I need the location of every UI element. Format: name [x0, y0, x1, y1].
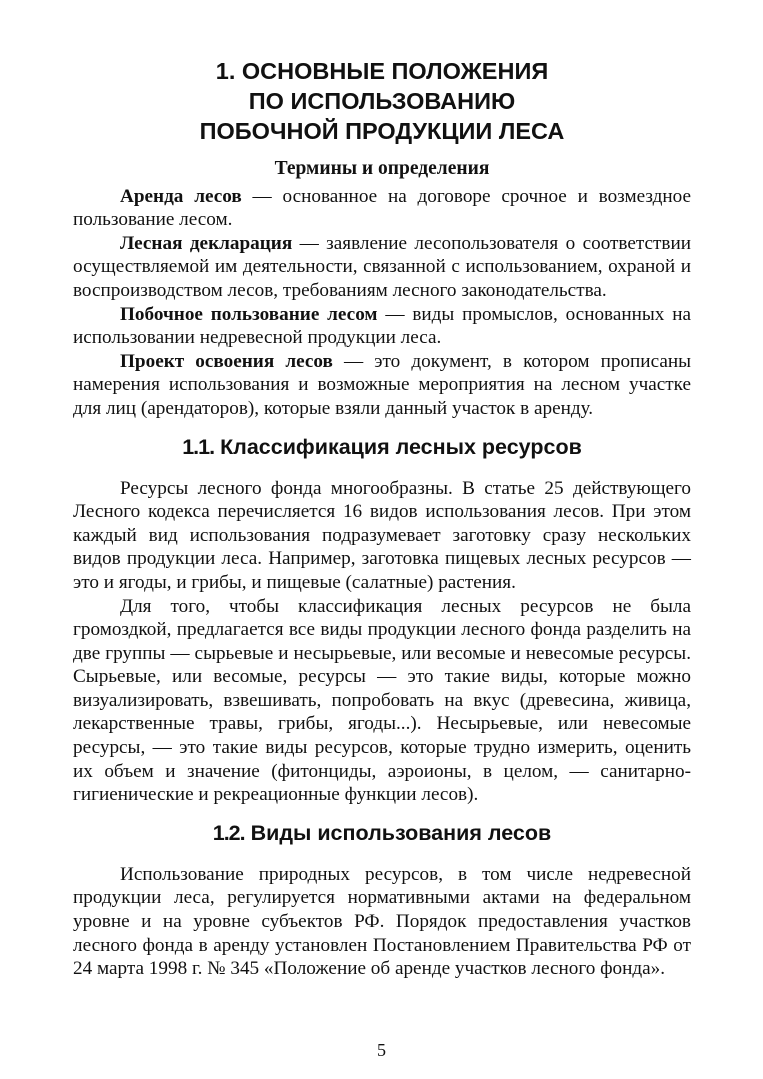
definition-paragraph — [73, 185, 691, 232]
definition-paragraph — [73, 303, 691, 350]
chapter-title-line-3: ПОБОЧНОЙ ПРОДУКЦИИ ЛЕСА — [199, 118, 565, 144]
body-paragraph: Использование природных ресурсов, в том числе недревесной продукции леса, регулируется нормативными актами на федеральном уровне и на уровне субъектов РФ. Порядок предоставления участков лесного фонда в аренду установлен Постановлением Правительства РФ от 24 марта 1998 г. № 345 «Положение об аренде участков лесного фонда». — [73, 863, 691, 980]
chapter-title-line-2: ПО ИСПОЛЬЗОВАНИЮ — [248, 88, 516, 114]
definition-text: — заявление лесопользователя о соответствии осуществляемой им деятельности, связанной с использованием, охраной и воспроизводством лесов, требованиям лесного законодательства. — [73, 232, 691, 301]
document-page — [73, 56, 691, 981]
section-title: Классификация лесных ресурсов — [220, 434, 582, 459]
section-number: 1.2. — [212, 820, 245, 845]
body-paragraph: Ресурсы лесного фонда многообразны. В статье 25 действующего Лесного кодекса перечисляется 16 видов использования лесов. При этом каждый вид использования подразумевает заготовку сразу нескольких видов продукции леса. Например, заготовка пищевых лесных ресурсов — это и ягоды, и грибы, и пищевые (салатные) растения. — [73, 477, 691, 593]
section-number: 1.1. — [182, 434, 215, 459]
definition-text: — это документ, в котором прописаны намерения использования и возможные мероприятия на лесном участке для лиц (арендаторов), которые взяли данный участок в аренду. — [73, 350, 691, 419]
definition-paragraph — [73, 350, 691, 421]
definition-paragraph — [73, 232, 691, 303]
definition-term: Проект освоения лесов — [120, 350, 333, 372]
definition-text: — виды промыслов, основанных на использовании недревесной продукции леса. — [73, 303, 691, 349]
chapter-title — [73, 56, 691, 146]
definition-text: — основанное на договоре срочное и возмездное пользование лесом. — [73, 185, 691, 231]
definition-term: Побочное пользование лесом — [120, 303, 378, 325]
body-paragraph: Для того, чтобы классификация лесных ресурсов не была громоздкой, предлагается все виды продукции лесного фонда разделить на две группы — сырьевые и несырьевые, или весомые и невесомые ресурсы. Сырьевые, или весомые, ресурсы — это такие виды, которые можно визуализировать, взвешивать, попробовать на вкус (древесина, живица, лекарственные травы, грибы, ягоды...). Несырьевые, или невесомые ресурсы, — это такие виды ресурсов, которые трудно измерить, оценить их объем и значение (фитонциды, аэроионы, в целом, — санитарно-гигиенические и рекреационные функции лесов). — [73, 595, 691, 806]
definition-term: Аренда лесов — [120, 185, 242, 207]
definition-term: Лесная декларация — [120, 232, 293, 254]
page-number: 5 — [377, 1040, 386, 1060]
section-heading-1-1 — [73, 433, 691, 461]
section-heading-1-2 — [73, 819, 691, 847]
section-title: Виды использования лесов — [250, 820, 552, 845]
chapter-title-line-1: 1. ОСНОВНЫЕ ПОЛОЖЕНИЯ — [215, 58, 549, 84]
terms-heading: Термины и определения — [274, 158, 490, 179]
